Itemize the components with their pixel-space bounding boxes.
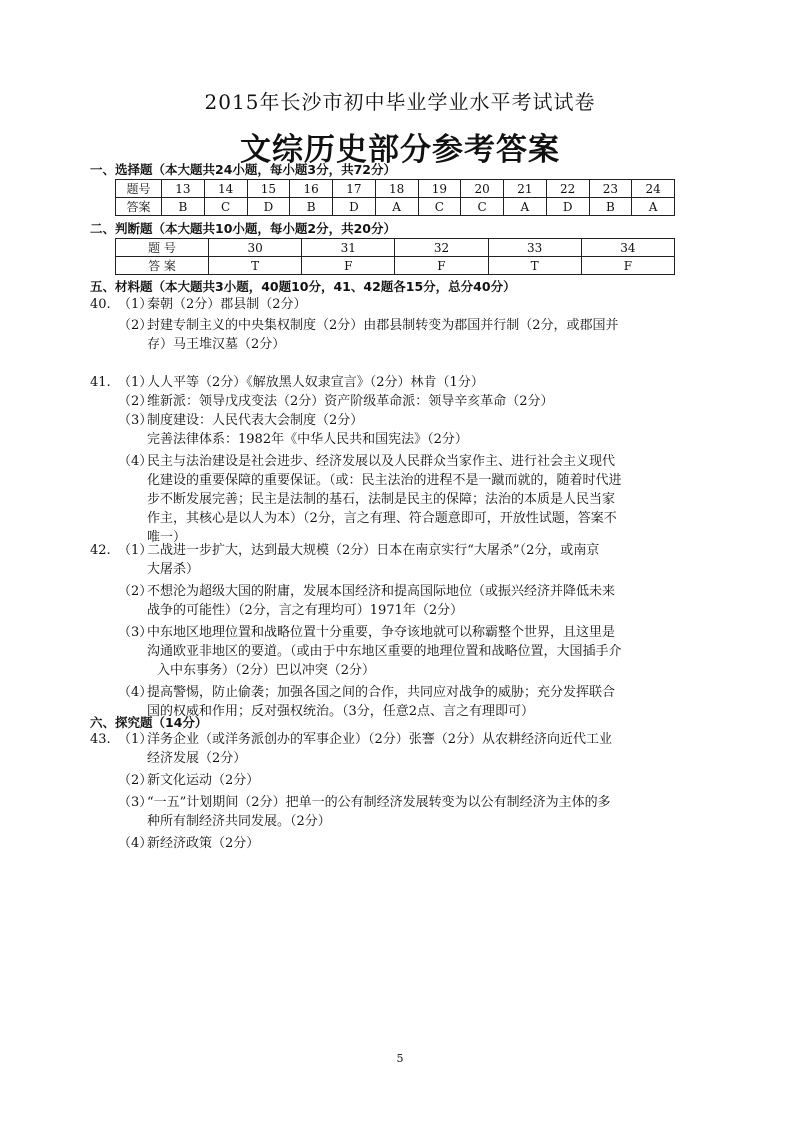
question-number: 31 (302, 239, 395, 257)
answer-cell: B (162, 198, 205, 216)
question-number: 17 (333, 180, 376, 198)
question-number: 34 (581, 239, 674, 257)
answer-cell: F (581, 257, 674, 275)
answer-cell: D (333, 198, 376, 216)
answer-text: 步不断发展完善；民主是法制的基石，法制是民主的保障；法治的本质是人民当家 (147, 492, 616, 507)
answer-cell: A (632, 198, 675, 216)
material-section-heading: 五、材料题（本大题共3小题，40题10分，41、42题各15分，总分40分） (90, 279, 516, 294)
answer-text: 化建设的重要保障的重要保证。（或：民主法治的进程不是一蹴而就的，随着时代进 (147, 473, 622, 488)
question-43 (90, 730, 690, 853)
row-label: 题 号 (116, 239, 209, 257)
part-label: （2） (118, 773, 153, 788)
choice-answer-row (116, 198, 675, 216)
explore-section-heading: 六、探究题（14分） (90, 715, 208, 730)
judge-number-row (116, 239, 675, 257)
question-number: 16 (290, 180, 333, 198)
answer-text: 入中东事务）（2分）巴以冲突（2分） (157, 663, 376, 678)
answer-text: 秦朝（2分）郡县制（2分） (147, 297, 307, 312)
answer-text: “一五”计划期间（2分）把单一的公有制经济发展转变为以公有制经济为主体的多 (147, 795, 611, 810)
judge-answer-row (116, 257, 675, 275)
answer-text: 大屠杀） (147, 562, 200, 577)
page-number: 5 (396, 1052, 404, 1065)
answer-cell: F (302, 257, 395, 275)
part-label: （3） (118, 413, 153, 428)
question-number: 30 (209, 239, 302, 257)
question-number: 42. (90, 543, 111, 558)
answer-text: 封建专制主义的中央集权制度（2分）由郡县制转变为郡国并行制（2分，或郡国并 (147, 318, 619, 333)
answer-text: 种所有制经济共同发展。（2分） (147, 814, 331, 829)
answer-text: 提高警惕，防止偷袭；加强各国之间的合作，共同应对战争的威胁；充分发挥联合 (147, 685, 616, 700)
answer-cell: C (461, 198, 504, 216)
answer-text: 经济发展（2分） (147, 751, 247, 766)
answer-text: 唯一） (147, 530, 187, 545)
part-label: （3） (118, 795, 153, 810)
answer-cell: F (395, 257, 488, 275)
answer-cell: C (418, 198, 461, 216)
answer-text: 沟通欧亚非地区的要道。（或由于中东地区重要的地理位置和战略位置，大国插手介 (147, 644, 622, 659)
question-number: 14 (204, 180, 247, 198)
answer-key-title: 文综历史部分参考答案 (240, 132, 560, 168)
answer-cell: B (589, 198, 632, 216)
answer-cell: T (488, 257, 581, 275)
question-number: 15 (247, 180, 290, 198)
part-label: （1） (118, 375, 153, 390)
part-label: （1） (118, 732, 153, 747)
part-label: （1） (118, 543, 153, 558)
answer-text: 洋务企业（或洋务派创办的军事企业）（2分）张謇（2分）从农耕经济向近代工业 (147, 732, 613, 747)
question-number: 18 (375, 180, 418, 198)
answer-text: 新文化运动（2分） (147, 773, 260, 788)
question-number: 22 (546, 180, 589, 198)
answer-text: 中东地区地理位置和战略位置十分重要，争夺该地就可以称霸整个世界，且这里是 (147, 625, 616, 640)
answer-text: 维新派：领导戊戌变法（2分）资产阶级革命派：领导辛亥革命（2分） (147, 394, 554, 409)
answer-cell: D (247, 198, 290, 216)
question-number: 40. (90, 297, 111, 312)
question-number: 19 (418, 180, 461, 198)
row-label: 题号 (116, 180, 162, 198)
judge-section-heading: 二、判断题（本大题共10小题，每小题2分，共20分） (90, 221, 396, 236)
question-number: 13 (162, 180, 205, 198)
part-label: （4） (118, 685, 153, 700)
question-number: 33 (488, 239, 581, 257)
question-number: 24 (632, 180, 675, 198)
answer-text: 二战进一步扩大，达到最大规模（2分）日本在南京实行“大屠杀”（2分，或南京 (147, 543, 600, 558)
row-label: 答 案 (116, 257, 209, 275)
question-number: 23 (589, 180, 632, 198)
part-label: （2） (118, 318, 153, 333)
answer-text: 人人平等（2分）《解放黑人奴隶宣言》（2分）林肯（1分） (147, 375, 484, 390)
question-number: 43. (90, 732, 111, 747)
question-41 (90, 373, 690, 547)
answer-text: 新经济政策（2分） (147, 836, 260, 851)
question-number: 21 (504, 180, 547, 198)
question-number: 41. (90, 375, 111, 390)
choice-number-row (116, 180, 675, 198)
part-label: （4） (118, 454, 153, 469)
answer-cell: D (546, 198, 589, 216)
question-number: 32 (395, 239, 488, 257)
part-label: （2） (118, 394, 153, 409)
row-label: 答案 (116, 198, 162, 216)
part-label: （3） (118, 625, 153, 640)
part-label: （1） (118, 297, 153, 312)
part-label: （4） (118, 836, 153, 851)
part-label: （2） (118, 584, 153, 599)
judge-answer-table (115, 238, 675, 275)
answer-text: 存）马王堆汉墓（2分） (147, 337, 286, 352)
answer-cell: C (204, 198, 247, 216)
answer-cell: T (209, 257, 302, 275)
answer-text: 完善法律体系：1982年《中华人民共和国宪法》（2分） (147, 432, 468, 447)
answer-cell: A (375, 198, 418, 216)
answer-text: 作主，其核心是以人为本）（2分，言之有理、符合题意即可，开放性试题，答案不 (147, 511, 617, 526)
answer-text: 民主与法治建设是社会进步、经济发展以及人民群众当家作主、进行社会主义现代 (147, 454, 616, 469)
answer-text: 战争的可能性）（2分，言之有理均可）1971年（2分） (147, 603, 464, 618)
answer-text: 国的权威和作用；反对强权统治。（3分，任意2点、言之有理即可） (147, 704, 535, 719)
question-42 (90, 541, 690, 721)
exam-title: 2015年长沙市初中毕业学业水平考试试卷 (204, 90, 596, 114)
answer-cell: B (290, 198, 333, 216)
answer-cell: A (504, 198, 547, 216)
question-40 (90, 295, 690, 354)
answer-text: 制度建设：人民代表大会制度（2分） (147, 413, 364, 428)
question-number: 20 (461, 180, 504, 198)
choice-answer-table (115, 179, 675, 216)
answer-text: 不想沦为超级大国的附庸，发展本国经济和提高国际地位（或振兴经济并降低未来 (147, 584, 616, 599)
choice-section-heading: 一、选择题（本大题共24小题，每小题3分，共72分） (90, 162, 396, 177)
